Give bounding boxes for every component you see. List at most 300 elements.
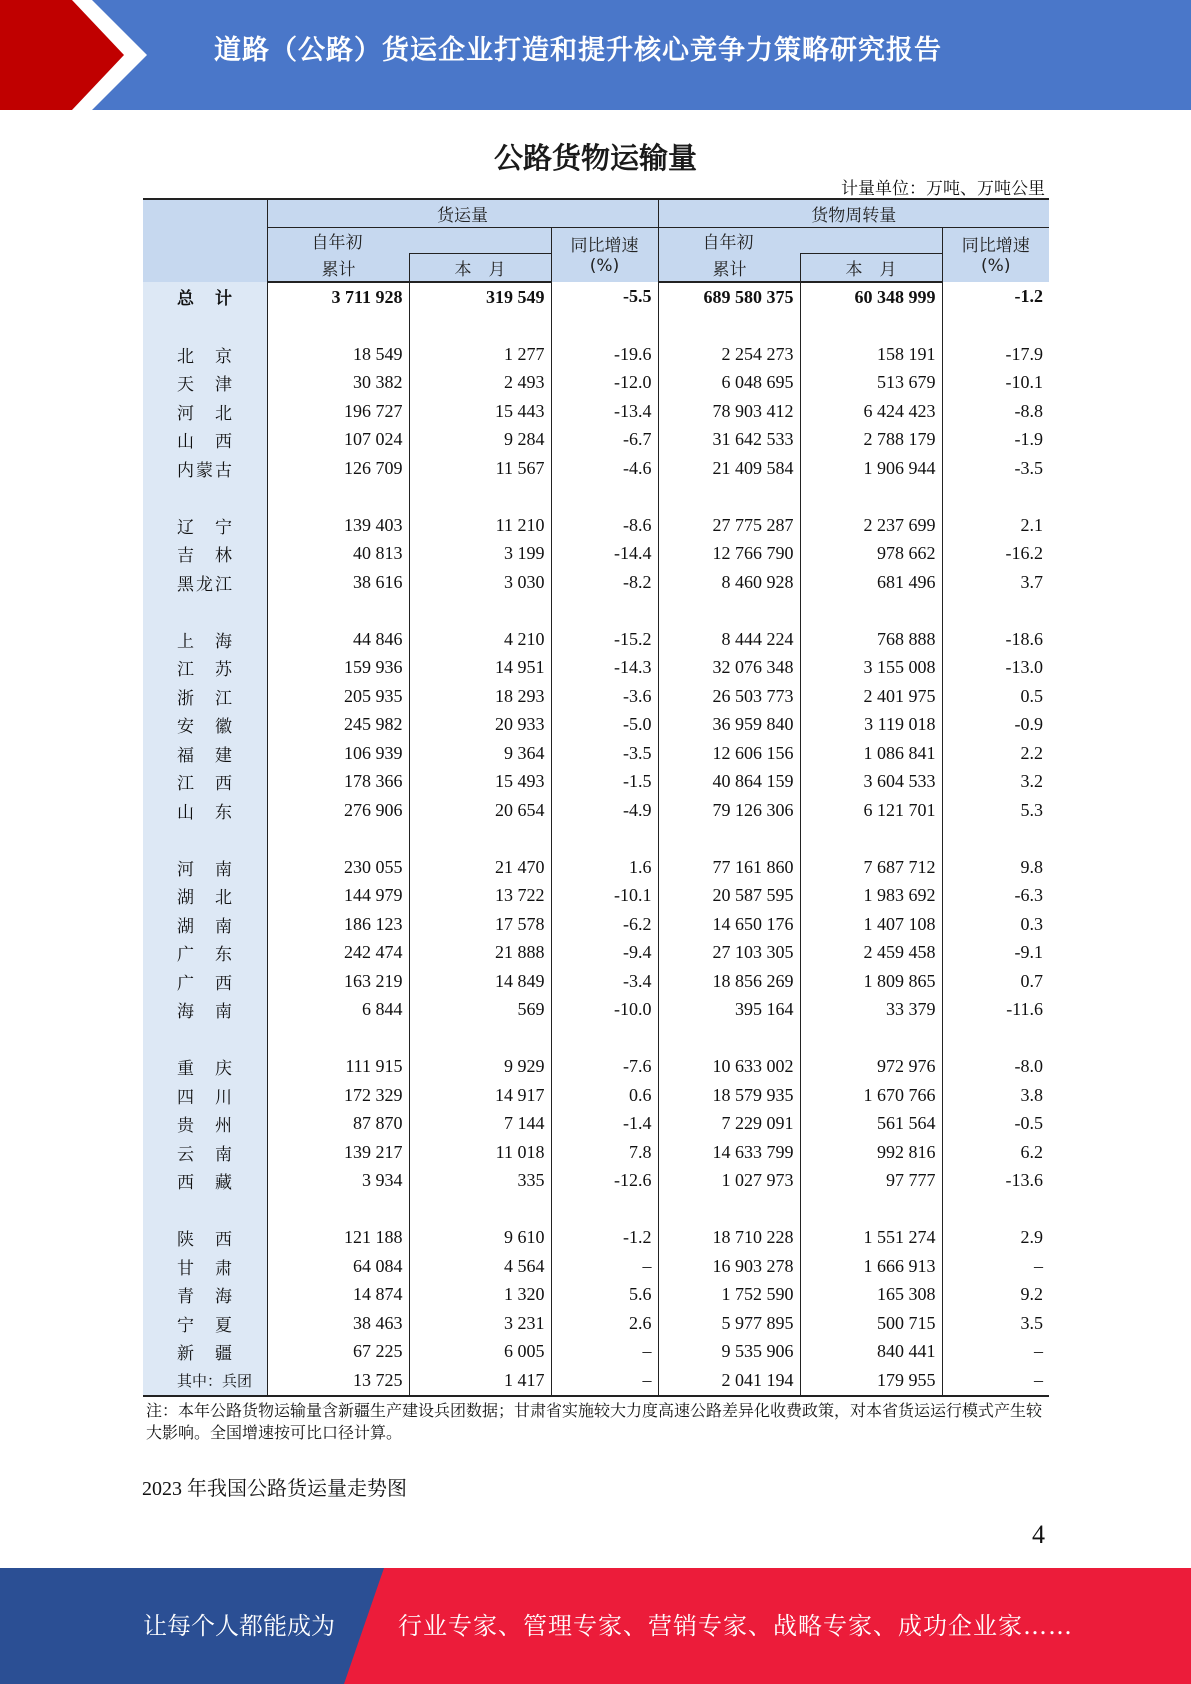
value-cell: 319 549 — [409, 282, 551, 312]
value-cell: -11.6 — [942, 996, 1049, 1025]
value-cell: 1 027 973 — [658, 1167, 800, 1196]
value-cell: -5.0 — [551, 711, 658, 740]
value-cell: 9 929 — [409, 1053, 551, 1082]
table-title: 公路货物运输量 — [493, 141, 697, 175]
region-name: 福 建 — [143, 739, 267, 768]
value-cell: 13 722 — [409, 882, 551, 911]
value-cell: 10 633 002 — [658, 1053, 800, 1082]
table-row — [143, 426, 1049, 455]
region-name: 内蒙古 — [143, 454, 267, 483]
value-cell: 1 752 590 — [658, 1281, 800, 1310]
value-cell: – — [942, 1338, 1049, 1367]
value-cell: 165 308 — [800, 1281, 942, 1310]
yoy-header-2 — [942, 228, 1049, 283]
region-name: 贵 州 — [143, 1110, 267, 1139]
value-cell: 38 463 — [267, 1309, 409, 1338]
value-cell: 12 606 156 — [658, 739, 800, 768]
value-cell: 8 460 928 — [658, 568, 800, 597]
value-cell: 14 849 — [409, 967, 551, 996]
value-cell: 2.9 — [942, 1224, 1049, 1253]
region-name: 新 疆 — [143, 1338, 267, 1367]
value-cell: 27 103 305 — [658, 939, 800, 968]
month-header-2: 本 月 — [800, 254, 942, 283]
table-row — [143, 568, 1049, 597]
chart-caption: 2023 年我国公路货运量走势图 — [142, 1478, 407, 1500]
value-cell: 186 123 — [267, 910, 409, 939]
value-cell: 26 503 773 — [658, 682, 800, 711]
value-cell: 33 379 — [800, 996, 942, 1025]
value-cell: 569 — [409, 996, 551, 1025]
spacer-cell — [942, 825, 1049, 854]
region-name: 山 西 — [143, 426, 267, 455]
region-name: 湖 南 — [143, 910, 267, 939]
value-cell: – — [551, 1338, 658, 1367]
table-row — [143, 654, 1049, 683]
value-cell: 1 407 108 — [800, 910, 942, 939]
value-cell: 30 382 — [267, 369, 409, 398]
value-cell: 681 496 — [800, 568, 942, 597]
table-row — [143, 910, 1049, 939]
region-name: 江 西 — [143, 768, 267, 797]
value-cell: 12 766 790 — [658, 540, 800, 569]
region-name: 广 西 — [143, 967, 267, 996]
value-cell: 1 551 274 — [800, 1224, 942, 1253]
value-cell: 0.6 — [551, 1081, 658, 1110]
region-name: 广 东 — [143, 939, 267, 968]
value-cell: 16 903 278 — [658, 1252, 800, 1281]
table-row — [143, 1366, 1049, 1396]
value-cell: 1 983 692 — [800, 882, 942, 911]
spacer-cell — [800, 825, 942, 854]
yoy-header-2-line2: (%) — [981, 256, 1011, 276]
value-cell: 21 470 — [409, 853, 551, 882]
table-row — [143, 369, 1049, 398]
value-cell: 18 856 269 — [658, 967, 800, 996]
value-cell: 18 710 228 — [658, 1224, 800, 1253]
value-cell: 6.2 — [942, 1138, 1049, 1167]
value-cell: -12.0 — [551, 369, 658, 398]
ytd-cumulative-header-1: 累计 — [267, 254, 409, 283]
region-name: 浙 江 — [143, 682, 267, 711]
value-cell: 15 493 — [409, 768, 551, 797]
value-cell: -1.2 — [942, 282, 1049, 312]
value-cell: 20 933 — [409, 711, 551, 740]
value-cell: 126 709 — [267, 454, 409, 483]
value-cell: 106 939 — [267, 739, 409, 768]
spacer-cell — [800, 483, 942, 512]
table-row — [143, 853, 1049, 882]
value-cell: 38 616 — [267, 568, 409, 597]
value-cell: -8.2 — [551, 568, 658, 597]
value-cell: 840 441 — [800, 1338, 942, 1367]
region-name: 西 藏 — [143, 1167, 267, 1196]
table-row — [143, 625, 1049, 654]
value-cell: 32 076 348 — [658, 654, 800, 683]
table-row — [143, 768, 1049, 797]
region-name: 其中：兵团 — [143, 1366, 267, 1396]
value-cell: 0.7 — [942, 967, 1049, 996]
value-cell: 2 493 — [409, 369, 551, 398]
table-row — [143, 682, 1049, 711]
group-header-freight: 货运量 — [267, 199, 658, 228]
value-cell: 0.5 — [942, 682, 1049, 711]
value-cell: -13.0 — [942, 654, 1049, 683]
value-cell: -1.2 — [551, 1224, 658, 1253]
page-header — [0, 0, 1191, 110]
spacer-row — [143, 597, 1049, 626]
region-name: 河 南 — [143, 853, 267, 882]
region-name: 黑龙江 — [143, 568, 267, 597]
table-row — [143, 1281, 1049, 1310]
value-cell: 7 229 091 — [658, 1110, 800, 1139]
value-cell: 158 191 — [800, 340, 942, 369]
value-cell: 15 443 — [409, 397, 551, 426]
region-name: 北 京 — [143, 340, 267, 369]
value-cell: 242 474 — [267, 939, 409, 968]
spacer-cell — [800, 1195, 942, 1224]
value-cell: 3 231 — [409, 1309, 551, 1338]
value-cell: 18 549 — [267, 340, 409, 369]
yoy-header-2-line1: 同比增速 — [961, 236, 1030, 256]
value-cell: 245 982 — [267, 711, 409, 740]
value-cell: 11 018 — [409, 1138, 551, 1167]
spacer-cell — [143, 312, 267, 341]
value-cell: 5.3 — [942, 796, 1049, 825]
report-title: 道路（公路）货运企业打造和提升核心竞争力策略研究报告 — [214, 35, 942, 66]
header-chevron-icon — [0, 0, 160, 110]
table-row — [143, 1110, 1049, 1139]
value-cell: 78 903 412 — [658, 397, 800, 426]
value-cell: 1 277 — [409, 340, 551, 369]
table-row — [143, 1224, 1049, 1253]
value-cell: 172 329 — [267, 1081, 409, 1110]
table-row — [143, 511, 1049, 540]
value-cell: -10.1 — [551, 882, 658, 911]
table-row — [143, 711, 1049, 740]
spacer-cell — [800, 597, 942, 626]
value-cell: 7 687 712 — [800, 853, 942, 882]
month-header-1: 本 月 — [409, 254, 551, 283]
value-cell: 3 119 018 — [800, 711, 942, 740]
value-cell: 9 364 — [409, 739, 551, 768]
spacer-cell — [143, 1195, 267, 1224]
region-name: 天 津 — [143, 369, 267, 398]
value-cell: 3 711 928 — [267, 282, 409, 312]
value-cell: -10.1 — [942, 369, 1049, 398]
region-name: 海 南 — [143, 996, 267, 1025]
value-cell: 9 284 — [409, 426, 551, 455]
value-cell: -13.6 — [942, 1167, 1049, 1196]
value-cell: 6 048 695 — [658, 369, 800, 398]
spacer-cell — [658, 1024, 800, 1053]
value-cell: -0.9 — [942, 711, 1049, 740]
value-cell: -1.5 — [551, 768, 658, 797]
value-cell: 3.2 — [942, 768, 1049, 797]
corner-cell — [143, 199, 267, 282]
value-cell: 2 788 179 — [800, 426, 942, 455]
value-cell: 768 888 — [800, 625, 942, 654]
value-cell: 276 906 — [267, 796, 409, 825]
value-cell: 1.6 — [551, 853, 658, 882]
value-cell: 14 917 — [409, 1081, 551, 1110]
spacer-row — [143, 1024, 1049, 1053]
value-cell: 1 809 865 — [800, 967, 942, 996]
spacer-cell — [551, 1195, 658, 1224]
value-cell: 230 055 — [267, 853, 409, 882]
value-cell: 205 935 — [267, 682, 409, 711]
spacer-cell — [267, 597, 409, 626]
value-cell: 3 199 — [409, 540, 551, 569]
value-cell: 178 366 — [267, 768, 409, 797]
value-cell: 5 977 895 — [658, 1309, 800, 1338]
value-cell: 139 403 — [267, 511, 409, 540]
spacer-cell — [409, 825, 551, 854]
spacer-cell — [409, 1195, 551, 1224]
value-cell: 9 610 — [409, 1224, 551, 1253]
spacer-cell — [409, 1024, 551, 1053]
value-cell: -4.9 — [551, 796, 658, 825]
spacer-cell — [267, 1195, 409, 1224]
ytd-cumulative-header-2: 累计 — [658, 254, 800, 283]
value-cell: 14 633 799 — [658, 1138, 800, 1167]
value-cell: 14 650 176 — [658, 910, 800, 939]
footer-slogan-right: 行业专家、管理专家、营销专家、战略专家、成功企业家…… — [398, 1612, 1073, 1640]
value-cell: 2.1 — [942, 511, 1049, 540]
value-cell: -4.6 — [551, 454, 658, 483]
value-cell: 40 813 — [267, 540, 409, 569]
region-name: 安 徽 — [143, 711, 267, 740]
value-cell: -1.9 — [942, 426, 1049, 455]
table-row — [143, 540, 1049, 569]
value-cell: -14.3 — [551, 654, 658, 683]
value-cell: 111 915 — [267, 1053, 409, 1082]
value-cell: 4 564 — [409, 1252, 551, 1281]
value-cell: 1 086 841 — [800, 739, 942, 768]
value-cell: 6 844 — [267, 996, 409, 1025]
spacer-cell — [551, 1024, 658, 1053]
spacer-cell — [800, 312, 942, 341]
value-cell: -14.4 — [551, 540, 658, 569]
region-name: 江 苏 — [143, 654, 267, 683]
value-cell: 395 164 — [658, 996, 800, 1025]
value-cell: 14 874 — [267, 1281, 409, 1310]
value-cell: – — [551, 1366, 658, 1396]
value-cell: -12.6 — [551, 1167, 658, 1196]
value-cell: 60 348 999 — [800, 282, 942, 312]
spacer-cell — [942, 1024, 1049, 1053]
value-cell: 9 535 906 — [658, 1338, 800, 1367]
value-cell: -10.0 — [551, 996, 658, 1025]
value-cell: 2 459 458 — [800, 939, 942, 968]
region-name: 山 东 — [143, 796, 267, 825]
value-cell: 87 870 — [267, 1110, 409, 1139]
region-name: 宁 夏 — [143, 1309, 267, 1338]
region-name: 云 南 — [143, 1138, 267, 1167]
spacer-cell — [267, 825, 409, 854]
value-cell: -3.4 — [551, 967, 658, 996]
value-cell: -17.9 — [942, 340, 1049, 369]
value-cell: – — [942, 1252, 1049, 1281]
value-cell: 44 846 — [267, 625, 409, 654]
page-footer — [0, 1568, 1191, 1684]
value-cell: 97 777 — [800, 1167, 942, 1196]
page-number: 4 — [1032, 1520, 1045, 1549]
value-cell: 21 409 584 — [658, 454, 800, 483]
table-row — [143, 939, 1049, 968]
value-cell: 6 005 — [409, 1338, 551, 1367]
value-cell: 7.8 — [551, 1138, 658, 1167]
group-header-turnover: 货物周转量 — [658, 199, 1049, 228]
value-cell: -1.4 — [551, 1110, 658, 1139]
table-row — [143, 1167, 1049, 1196]
value-cell: -3.5 — [551, 739, 658, 768]
table-row — [143, 796, 1049, 825]
spacer-cell — [942, 483, 1049, 512]
value-cell: 1 417 — [409, 1366, 551, 1396]
yoy-header-1 — [551, 228, 658, 283]
spacer-cell — [658, 483, 800, 512]
value-cell: – — [942, 1366, 1049, 1396]
spacer-cell — [143, 597, 267, 626]
value-cell: -6.3 — [942, 882, 1049, 911]
freight-table — [143, 198, 1049, 1397]
spacer-cell — [658, 312, 800, 341]
value-cell: 13 725 — [267, 1366, 409, 1396]
value-cell: 1 666 913 — [800, 1252, 942, 1281]
value-cell: -16.2 — [942, 540, 1049, 569]
value-cell: 0.3 — [942, 910, 1049, 939]
value-cell: 163 219 — [267, 967, 409, 996]
spacer-cell — [267, 1024, 409, 1053]
value-cell: 1 906 944 — [800, 454, 942, 483]
value-cell: 159 936 — [267, 654, 409, 683]
value-cell: -15.2 — [551, 625, 658, 654]
region-name: 重 庆 — [143, 1053, 267, 1082]
value-cell: 3.5 — [942, 1309, 1049, 1338]
value-cell: -0.5 — [942, 1110, 1049, 1139]
value-cell: 4 210 — [409, 625, 551, 654]
value-cell: 31 642 533 — [658, 426, 800, 455]
value-cell: -3.6 — [551, 682, 658, 711]
value-cell: -6.2 — [551, 910, 658, 939]
yoy-header-1-line1: 同比增速 — [570, 236, 639, 256]
spacer-cell — [942, 312, 1049, 341]
value-cell: -13.4 — [551, 397, 658, 426]
table-body — [143, 282, 1049, 1396]
table-row — [143, 1138, 1049, 1167]
ytd-header-2: 自年初 — [658, 228, 942, 254]
spacer-row — [143, 312, 1049, 341]
value-cell: 3 155 008 — [800, 654, 942, 683]
table-row — [143, 340, 1049, 369]
table-row — [143, 1252, 1049, 1281]
spacer-row — [143, 483, 1049, 512]
value-cell: -9.4 — [551, 939, 658, 968]
spacer-cell — [800, 1024, 942, 1053]
value-cell: 6 121 701 — [800, 796, 942, 825]
value-cell: 9.8 — [942, 853, 1049, 882]
spacer-cell — [267, 483, 409, 512]
value-cell: 1 320 — [409, 1281, 551, 1310]
spacer-cell — [267, 312, 409, 341]
spacer-row — [143, 825, 1049, 854]
value-cell: 11 567 — [409, 454, 551, 483]
value-cell: 8 444 224 — [658, 625, 800, 654]
value-cell: 27 775 287 — [658, 511, 800, 540]
value-cell: 179 955 — [800, 1366, 942, 1396]
table-row — [143, 739, 1049, 768]
value-cell: -8.8 — [942, 397, 1049, 426]
table-row — [143, 1338, 1049, 1367]
value-cell: 79 126 306 — [658, 796, 800, 825]
spacer-row — [143, 1195, 1049, 1224]
spacer-cell — [143, 825, 267, 854]
region-name: 上 海 — [143, 625, 267, 654]
total-row — [143, 282, 1049, 312]
value-cell: 14 951 — [409, 654, 551, 683]
value-cell: 2 041 194 — [658, 1366, 800, 1396]
region-name: 湖 北 — [143, 882, 267, 911]
unit-note: 计量单位：万吨、万吨公里 — [841, 179, 1045, 199]
spacer-cell — [658, 825, 800, 854]
spacer-cell — [551, 825, 658, 854]
value-cell: 17 578 — [409, 910, 551, 939]
value-cell: – — [551, 1252, 658, 1281]
value-cell: 18 579 935 — [658, 1081, 800, 1110]
region-name: 河 北 — [143, 397, 267, 426]
value-cell: 107 024 — [267, 426, 409, 455]
region-name: 总 计 — [143, 282, 267, 312]
region-name: 吉 林 — [143, 540, 267, 569]
value-cell: 992 816 — [800, 1138, 942, 1167]
value-cell: 3.8 — [942, 1081, 1049, 1110]
value-cell: 77 161 860 — [658, 853, 800, 882]
value-cell: 64 084 — [267, 1252, 409, 1281]
region-name: 甘 肃 — [143, 1252, 267, 1281]
value-cell: 121 188 — [267, 1224, 409, 1253]
value-cell: -19.6 — [551, 340, 658, 369]
spacer-cell — [143, 1024, 267, 1053]
value-cell: 561 564 — [800, 1110, 942, 1139]
value-cell: 3 934 — [267, 1167, 409, 1196]
table-row — [143, 996, 1049, 1025]
region-name: 青 海 — [143, 1281, 267, 1310]
value-cell: 689 580 375 — [658, 282, 800, 312]
value-cell: 11 210 — [409, 511, 551, 540]
value-cell: 2 254 273 — [658, 340, 800, 369]
value-cell: 36 959 840 — [658, 711, 800, 740]
spacer-cell — [551, 483, 658, 512]
value-cell: 40 864 159 — [658, 768, 800, 797]
value-cell: -8.0 — [942, 1053, 1049, 1082]
value-cell: -8.6 — [551, 511, 658, 540]
table-row — [143, 1309, 1049, 1338]
table-row — [143, 1081, 1049, 1110]
value-cell: -9.1 — [942, 939, 1049, 968]
value-cell: 196 727 — [267, 397, 409, 426]
table-row — [143, 1053, 1049, 1082]
spacer-cell — [409, 483, 551, 512]
value-cell: -5.5 — [551, 282, 658, 312]
footer-slogan-left: 让每个人都能成为 — [143, 1612, 335, 1640]
table-row — [143, 397, 1049, 426]
value-cell: 144 979 — [267, 882, 409, 911]
value-cell: 6 424 423 — [800, 397, 942, 426]
value-cell: 335 — [409, 1167, 551, 1196]
value-cell: 513 679 — [800, 369, 942, 398]
yoy-header-1-line2: (%) — [589, 256, 620, 276]
value-cell: 21 888 — [409, 939, 551, 968]
